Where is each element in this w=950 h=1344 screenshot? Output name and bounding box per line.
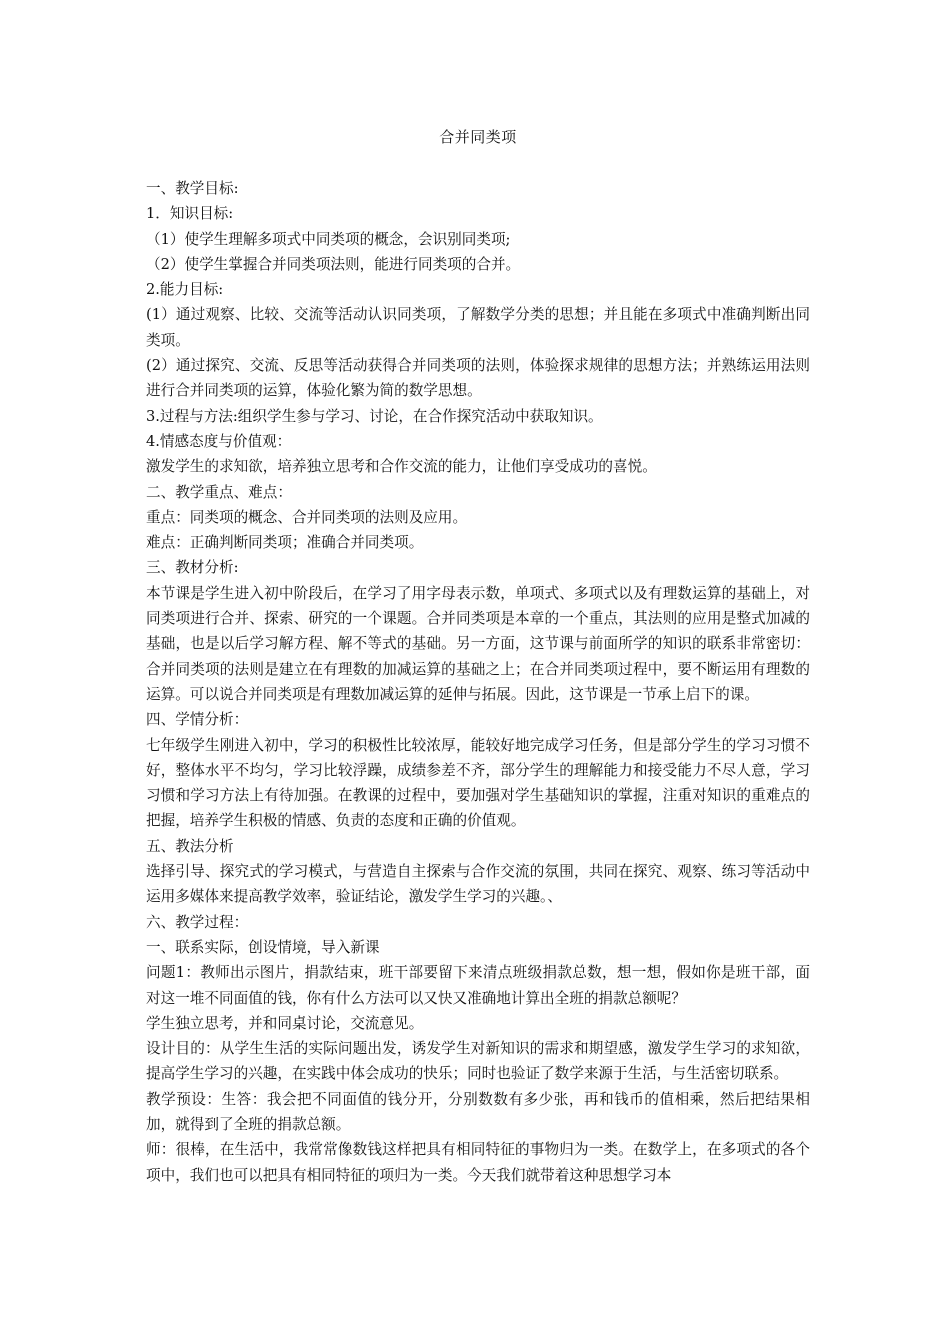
paragraph: 难点：正确判断同类项；准确合并同类项。	[146, 534, 424, 552]
paragraph: 激发学生的求知欲，培养独立思考和合作交流的能力，让他们享受成功的喜悦。	[146, 458, 657, 476]
paragraph: 教学预设：生答：我会把不同面值的钱分开，分别数数有多少张，再和钱币的值相乘，然后把结果相加，就得到了全班的捐款总额。	[146, 1090, 810, 1133]
paragraph: （2）使学生掌握合并同类项法则，能进行同类项的合并。	[146, 255, 521, 273]
section-heading-method: 五、教法分析	[146, 837, 234, 855]
section-heading-students: 四、学情分析：	[146, 711, 249, 729]
document-body	[146, 176, 810, 1188]
paragraph: 选择引导、探究式的学习模式，与营造自主探索与合作交流的氛围，共同在探究、观察、练习等活动中运用多媒体来提高教学效率，验证结论，激发学生学习的兴趣。、	[146, 863, 810, 906]
paragraph: 3.过程与方法:组织学生参与学习、讨论，在合作探究活动中获取知识。	[146, 407, 603, 425]
subheading-knowledge: 1．知识目标:	[146, 205, 234, 223]
document-title: 合并同类项	[439, 128, 517, 146]
paragraph: 学生独立思考，并和同桌讨论，交流意见。	[146, 1014, 424, 1032]
paragraph: 本节课是学生进入初中阶段后，在学习了用字母表示数，单项式、多项式以及有理数运算的基础上，对同类项进行合并、探索、研究的一个课题。合并同类项是本章的一个重点，其法则的应用是整式加减的基础，也是以后学习解方程、解不等式的基础。另一方面，这节课与前面所学的知识的联系非常密切：合并同类项的法则是建立在有理数的加减运算的基础之上；在合并同类项过程中，要不断运用有理数的运算。可以说合并同类项是有理数加减运算的延伸与拓展。因此，这节课是一节承上启下的课。	[146, 584, 810, 703]
section-heading-objectives: 一、教学目标:	[146, 180, 239, 197]
subheading-attitude: 4.情感态度与价值观：	[146, 432, 292, 450]
section-heading-key-points: 二、教学重点、难点：	[146, 483, 292, 501]
section-heading-material: 三、教材分析:	[146, 559, 239, 577]
paragraph: 师：很棒，在生活中，我常常像数钱这样把具有相同特征的事物归为一类。在数学上，在多项式的各个项中，我们也可以把具有相同特征的项归为一类。今天我们就带着这种思想学习本	[146, 1141, 810, 1184]
paragraph: 重点：同类项的概念、合并同类项的法则及应用。	[146, 508, 468, 526]
paragraph: （1）使学生理解多项式中同类项的概念，会识别同类项;	[146, 230, 511, 248]
paragraph: 七年级学生刚进入初中，学习的积极性比较浓厚，能较好地完成学习任务，但是部分学生的学习习惯不好，整体水平不均匀，学习比较浮躁，成绩参差不齐，部分学生的理解能力和接受能力不尽人意，学习习惯和学习方法上有待加强。在教课的过程中，要加强对学生基础知识的掌握，注重对知识的重难点的把握，培养学生积极的情感、负责的态度和正确的价值观。	[146, 736, 810, 830]
subheading-ability: 2.能力目标:	[146, 281, 224, 299]
paragraph: 问题1：教师出示图片，捐款结束，班干部要留下来清点班级捐款总数，想一想，假如你是班干部，面对这一堆不同面值的钱，你有什么方法可以又快又准确地计算出全班的捐款总额呢？	[146, 964, 810, 1007]
subheading-intro: 一、联系实际，创设情境，导入新课	[146, 938, 380, 956]
section-heading-process: 六、教学过程：	[146, 913, 249, 931]
paragraph: 设计目的：从学生生活的实际问题出发，诱发学生对新知识的需求和期望感，激发学生学习的求知欲，提高学生学习的兴趣，在实践中体会成功的快乐；同时也验证了数学来源于生活，与生活密切联系。	[146, 1040, 810, 1083]
paragraph: (1）通过观察、比较、交流等活动认识同类项，了解数学分类的思想；并且能在多项式中准确判断出同类项。	[146, 306, 810, 349]
paragraph: (2）通过探究、交流、反思等活动获得合并同类项的法则，体验探求规律的思想方法；并熟练运用法则进行合并同类项的运算，体验化繁为简的数学思想。	[146, 357, 810, 400]
document-page	[146, 126, 810, 1188]
